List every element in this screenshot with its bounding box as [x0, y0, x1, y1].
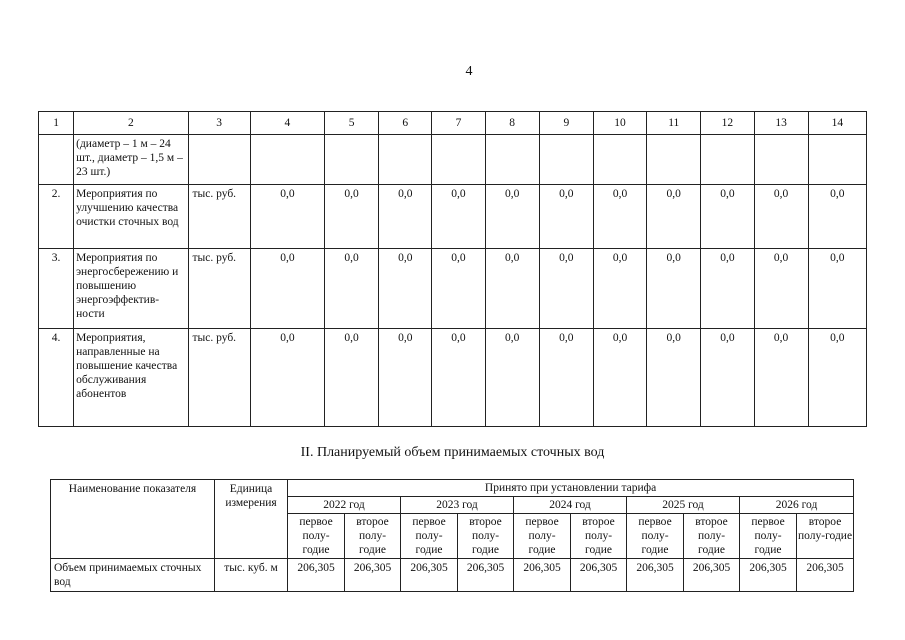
value-cell: 0,0 — [539, 185, 593, 249]
header-cell: 5 — [325, 112, 379, 135]
value-cell: 0,0 — [485, 185, 539, 249]
value-cell: 0,0 — [250, 249, 324, 329]
value-cell: 0,0 — [701, 329, 754, 427]
indicator-unit: тыс. куб. м — [215, 559, 288, 592]
value-cell: 0,0 — [593, 249, 646, 329]
year-header: 2026 год — [740, 497, 854, 514]
value-cell: 0,0 — [701, 185, 754, 249]
year-header: 2023 год — [401, 497, 514, 514]
table-header-row — [51, 480, 854, 497]
value-cell: 0,0 — [593, 185, 646, 249]
table-row — [39, 135, 867, 185]
value-cell: 0,0 — [432, 249, 485, 329]
row-number: 2. — [39, 185, 74, 249]
header-cell: 8 — [485, 112, 539, 135]
value-cell: 0,0 — [379, 329, 432, 427]
table-row — [51, 559, 854, 592]
section-title: II. Планируемый объем принимаемых сточных вод — [300, 445, 605, 460]
value-cell: 0,0 — [754, 185, 808, 249]
value-cell: 206,305 — [288, 559, 345, 592]
half-year-header: первое полу-годие — [288, 514, 345, 559]
header-cell: 6 — [379, 112, 432, 135]
measures-table — [38, 111, 867, 427]
tariff-group-header: Принято при установлении тарифа — [288, 480, 854, 497]
half-year-header: второе полу-годие — [797, 514, 854, 559]
header-cell: 10 — [593, 112, 646, 135]
value-cell: 0,0 — [808, 185, 866, 249]
half-year-header: первое полу-годие — [514, 514, 571, 559]
value-cell: 0,0 — [539, 249, 593, 329]
half-year-header: второе полу-годие — [571, 514, 627, 559]
header-cell: 11 — [647, 112, 701, 135]
value-cell: 0,0 — [754, 249, 808, 329]
header-cell: 9 — [539, 112, 593, 135]
header-cell: 3 — [188, 112, 250, 135]
value-cell: 0,0 — [701, 249, 754, 329]
value-cell: 206,305 — [571, 559, 627, 592]
half-year-header: первое полу-годие — [627, 514, 684, 559]
table-row — [39, 249, 867, 329]
row-unit: тыс. руб. — [188, 185, 250, 249]
row-name: (диаметр – 1 м – 24 шт., диаметр – 1,5 м – 23 шт.) — [74, 135, 188, 185]
half-year-header: второе полу-годие — [345, 514, 401, 559]
value-cell: 0,0 — [754, 329, 808, 427]
value-cell: 206,305 — [514, 559, 571, 592]
header-cell: 12 — [701, 112, 754, 135]
row-name: Мероприятия по улучшению качества очистки сточных вод — [74, 185, 188, 249]
value-cell: 206,305 — [684, 559, 740, 592]
header-cell: 13 — [754, 112, 808, 135]
table-header-row — [39, 112, 867, 135]
value-cell: 0,0 — [539, 329, 593, 427]
year-header: 2025 год — [627, 497, 740, 514]
value-cell: 206,305 — [740, 559, 797, 592]
wastewater-volume-table — [50, 479, 854, 592]
value-cell: 0,0 — [250, 329, 324, 427]
header-cell: 2 — [74, 112, 188, 135]
row-number: 4. — [39, 329, 74, 427]
half-year-header: первое полу-годие — [740, 514, 797, 559]
unit-header: Единица измерения — [215, 480, 288, 559]
value-cell: 0,0 — [250, 185, 324, 249]
value-cell: 206,305 — [797, 559, 854, 592]
row-name: Мероприятия, направленные на повышение качества обслуживания абонентов — [74, 329, 188, 427]
value-cell: 206,305 — [458, 559, 514, 592]
row-number — [39, 135, 74, 185]
table-row — [39, 185, 867, 249]
value-cell: 0,0 — [647, 185, 701, 249]
value-cell: 0,0 — [593, 329, 646, 427]
value-cell: 0,0 — [647, 329, 701, 427]
value-cell: 0,0 — [379, 185, 432, 249]
year-header: 2024 год — [514, 497, 627, 514]
value-cell: 0,0 — [325, 185, 379, 249]
value-cell: 206,305 — [401, 559, 458, 592]
half-year-header: второе полу-годие — [458, 514, 514, 559]
value-cell: 0,0 — [485, 249, 539, 329]
header-cell: 1 — [39, 112, 74, 135]
value-cell: 0,0 — [325, 249, 379, 329]
value-cell: 0,0 — [432, 329, 485, 427]
header-cell: 7 — [432, 112, 485, 135]
value-cell: 0,0 — [808, 329, 866, 427]
value-cell: 0,0 — [485, 329, 539, 427]
row-number: 3. — [39, 249, 74, 329]
table-row — [39, 329, 867, 427]
header-cell: 14 — [808, 112, 866, 135]
half-year-header: первое полу-годие — [401, 514, 458, 559]
row-unit: тыс. руб. — [188, 249, 250, 329]
value-cell: 0,0 — [325, 329, 379, 427]
year-header: 2022 год — [288, 497, 401, 514]
row-unit: тыс. руб. — [188, 329, 250, 427]
page-number: 4 — [465, 64, 473, 79]
header-cell: 4 — [250, 112, 324, 135]
value-cell: 0,0 — [647, 249, 701, 329]
half-year-header: второе полу-годие — [684, 514, 740, 559]
row-name: Мероприятия по энергосбережению и повышению энергоэффектив-ности — [74, 249, 188, 329]
indicator-name: Объем принимаемых сточных вод — [51, 559, 215, 592]
value-cell: 0,0 — [808, 249, 866, 329]
value-cell: 206,305 — [627, 559, 684, 592]
value-cell: 0,0 — [432, 185, 485, 249]
value-cell: 206,305 — [345, 559, 401, 592]
indicator-name-header: Наименование показателя — [51, 480, 215, 559]
value-cell: 0,0 — [379, 249, 432, 329]
